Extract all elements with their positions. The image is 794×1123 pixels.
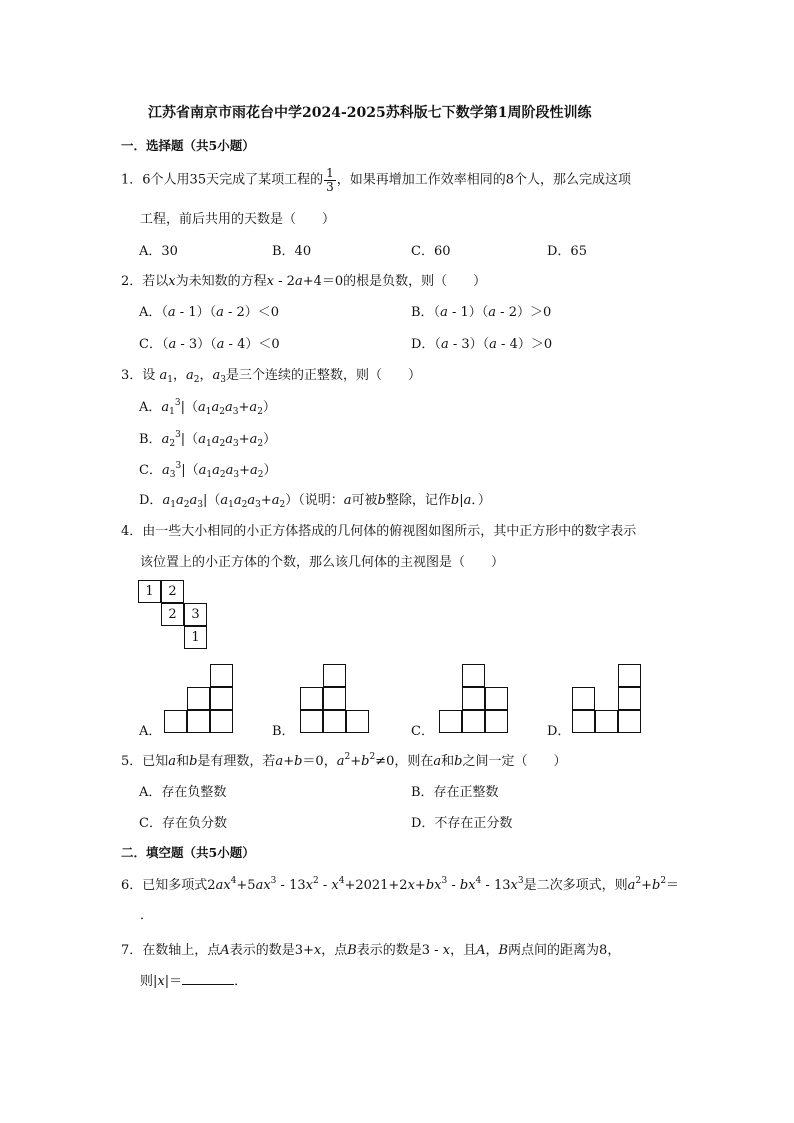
option-c xyxy=(139,333,280,352)
question-text: ． xyxy=(234,974,248,989)
option-label: A．（ xyxy=(139,305,168,320)
option-text: - 1）（ xyxy=(175,305,217,320)
option-text: - 2）＜0 xyxy=(223,305,280,320)
question-7-line-2 xyxy=(140,970,247,989)
question-text: 是有理数，若 xyxy=(197,754,276,769)
question-1-line-2: 工程，前后共用的天数是（ ） xyxy=(140,212,336,227)
question-text: ， xyxy=(485,943,499,958)
variable-a: a xyxy=(488,305,497,320)
point-b: B xyxy=(347,943,357,958)
question-number: 7． xyxy=(121,943,143,958)
option-label: D． xyxy=(139,493,163,508)
question-3: 3．设 $a_1$，$a_2$，$a_3$是三个连续的正整数，则（ ） xyxy=(121,368,421,385)
question-1 xyxy=(121,167,631,193)
variable-a: a xyxy=(216,337,225,352)
variable-x: x xyxy=(157,974,165,989)
question-text: ＝ xyxy=(666,878,680,893)
option-c: C．60 xyxy=(411,244,451,259)
equation-part: +4＝0 xyxy=(302,274,344,289)
question-6: 6．已知多项式$2ax^4+5ax^3 - 13x^2 - x^4+2021+2x+bx^3 - bx^4 - 13x^3$是二次多项式，则$a^2+b^2=$ xyxy=(121,876,680,893)
divides-notation: b|a xyxy=(450,493,472,508)
question-number: 6． xyxy=(121,878,143,893)
section-heading-fill-in: 二．填空题（共5小题） xyxy=(121,845,255,860)
question-number: 2． xyxy=(121,274,143,289)
point-a: A xyxy=(476,943,486,958)
question-7 xyxy=(121,939,620,958)
option-label: D．（ xyxy=(411,337,441,352)
question-number: 3． xyxy=(121,368,143,383)
question-text: 是三个连续的正整数，则（ ） xyxy=(225,368,421,383)
top-view-cell: 2 xyxy=(161,580,184,603)
page-title: 江苏省南京市雨花台中学2024-2025苏科版七下数学第1周阶段性训练 xyxy=(148,105,592,121)
variable-x: x xyxy=(442,943,451,958)
option-text: - 4）＜0 xyxy=(224,337,280,352)
question-text: ，且 xyxy=(450,943,477,958)
question-text: ≠0，则在 xyxy=(375,754,434,769)
top-view-cell: 1 xyxy=(138,580,161,603)
option-b-label: B． xyxy=(272,724,295,739)
variable-a: a xyxy=(440,305,448,320)
question-text: |＝ xyxy=(164,974,183,989)
question-text: 则| xyxy=(140,974,158,989)
option-d: D．$a_1a_2a_3|(a_1a_2a_3+a_2)$（说明：a可被b整除，记作b|a．） xyxy=(139,493,491,510)
top-view-cell: 3 xyxy=(184,603,207,626)
variable-a: a xyxy=(294,274,303,289)
option-a-label: A． xyxy=(139,724,162,739)
question-text: 两点间的距离为8， xyxy=(508,943,621,958)
top-view-cell: 2 xyxy=(161,603,184,626)
question-text: 由一些大小相同的小正方体搭成的几何体的俯视图如图所示，其中正方形中的数字表示 xyxy=(142,524,637,539)
option-d: D．65 xyxy=(547,244,587,259)
variable-x: x xyxy=(313,943,322,958)
option-text: - 2）＞0 xyxy=(496,305,552,320)
top-view-cell: 1 xyxy=(184,626,207,649)
option-a: A．存在负整数 xyxy=(139,785,227,800)
option-c-label: C． xyxy=(411,724,434,739)
question-text: 为未知数的方程 xyxy=(175,274,267,289)
option-text: - 4）＞0 xyxy=(496,337,553,352)
question-text: 已知多项式 xyxy=(142,878,208,893)
note-text: 整除，记作 xyxy=(385,493,451,508)
equation-part: - 2 xyxy=(274,274,295,289)
option-b: B．存在正整数 xyxy=(411,785,499,800)
option-label: B． xyxy=(139,432,162,447)
option-label: B．（ xyxy=(411,305,441,320)
option-b: B．$a_2^3|(a_1a_2a_3+a_2)$ xyxy=(139,430,277,449)
question-number: 5． xyxy=(121,754,143,769)
section-heading-choice: 一．选择题（共5小题） xyxy=(121,138,255,153)
question-text: 的根是负数，则（ ） xyxy=(343,274,487,289)
question-text: 和 xyxy=(441,754,455,769)
option-c: C．$a_3^3|(a_1a_2a_3+a_2)$ xyxy=(139,461,277,480)
option-text: - 3）（ xyxy=(448,337,490,352)
point-b: B xyxy=(498,943,509,958)
question-text: ，如果再增加工作效率相同的8个人，那么完成这项 xyxy=(336,172,632,188)
option-c: C．存在负分数 xyxy=(139,816,227,831)
option-b xyxy=(411,301,551,320)
question-2 xyxy=(121,270,486,289)
answer-dot: ． xyxy=(140,908,154,923)
option-text: - 3）（ xyxy=(176,337,217,352)
question-4-line-2: 该位置上的小正方体的个数，那么该几何体的主视图是（ ） xyxy=(140,555,505,570)
note-text: 可被 xyxy=(351,493,378,508)
question-text: 若以 xyxy=(142,274,169,289)
variable-a: a xyxy=(167,305,176,320)
question-text: 表示的数是3 - xyxy=(356,943,443,958)
question-text: 已知 xyxy=(142,754,169,769)
option-text: - 1）（ xyxy=(447,305,489,320)
variable-x: x xyxy=(168,274,176,289)
question-text: 在数轴上，点 xyxy=(142,943,221,958)
variable-a: a xyxy=(216,305,224,320)
option-a: A．30 xyxy=(139,244,178,259)
variable-x: x xyxy=(266,274,274,289)
question-text: 6个人用35天完成了某项工程的 xyxy=(142,172,324,188)
question-text: 是二次多项式，则 xyxy=(523,878,628,893)
option-label: C．（ xyxy=(139,337,169,352)
variable-a: a xyxy=(168,337,177,352)
note-text: ．） xyxy=(471,493,491,508)
option-label: C． xyxy=(139,463,162,478)
question-text: 之间一定（ ） xyxy=(462,754,567,769)
question-text: ＝0， xyxy=(302,754,337,769)
answer-blank[interactable] xyxy=(182,972,234,985)
note-text: （说明： xyxy=(298,493,344,508)
variable-b: b xyxy=(377,493,386,508)
option-d-label: D． xyxy=(547,724,571,739)
question-text: 表示的数是3+ xyxy=(229,943,314,958)
question-text: 和 xyxy=(176,754,190,769)
question-text: 设 xyxy=(142,368,156,383)
question-number: 1． xyxy=(121,172,143,188)
option-label: A． xyxy=(139,400,162,415)
option-a: A．$a_1^3|(a_1a_2a_3+a_2)$ xyxy=(139,398,276,417)
question-text: ，点 xyxy=(321,943,348,958)
variable-a: a xyxy=(343,493,352,508)
fraction-one-third: $\frac{1}{3}$ xyxy=(326,166,334,194)
option-a xyxy=(139,301,279,320)
variable-a: a xyxy=(440,337,449,352)
question-5: 5．已知a和b是有理数，若a+b＝0，$a^2+b^2\ne 0$，则在a和b之间一定（ ） xyxy=(121,752,567,769)
option-d: D．不存在正分数 xyxy=(411,816,513,831)
point-a: A xyxy=(220,943,230,958)
variable-a: a xyxy=(489,337,497,352)
option-b: B．40 xyxy=(272,244,312,259)
question-number: 4． xyxy=(121,524,143,539)
option-d xyxy=(411,333,552,352)
question-4 xyxy=(121,520,636,539)
